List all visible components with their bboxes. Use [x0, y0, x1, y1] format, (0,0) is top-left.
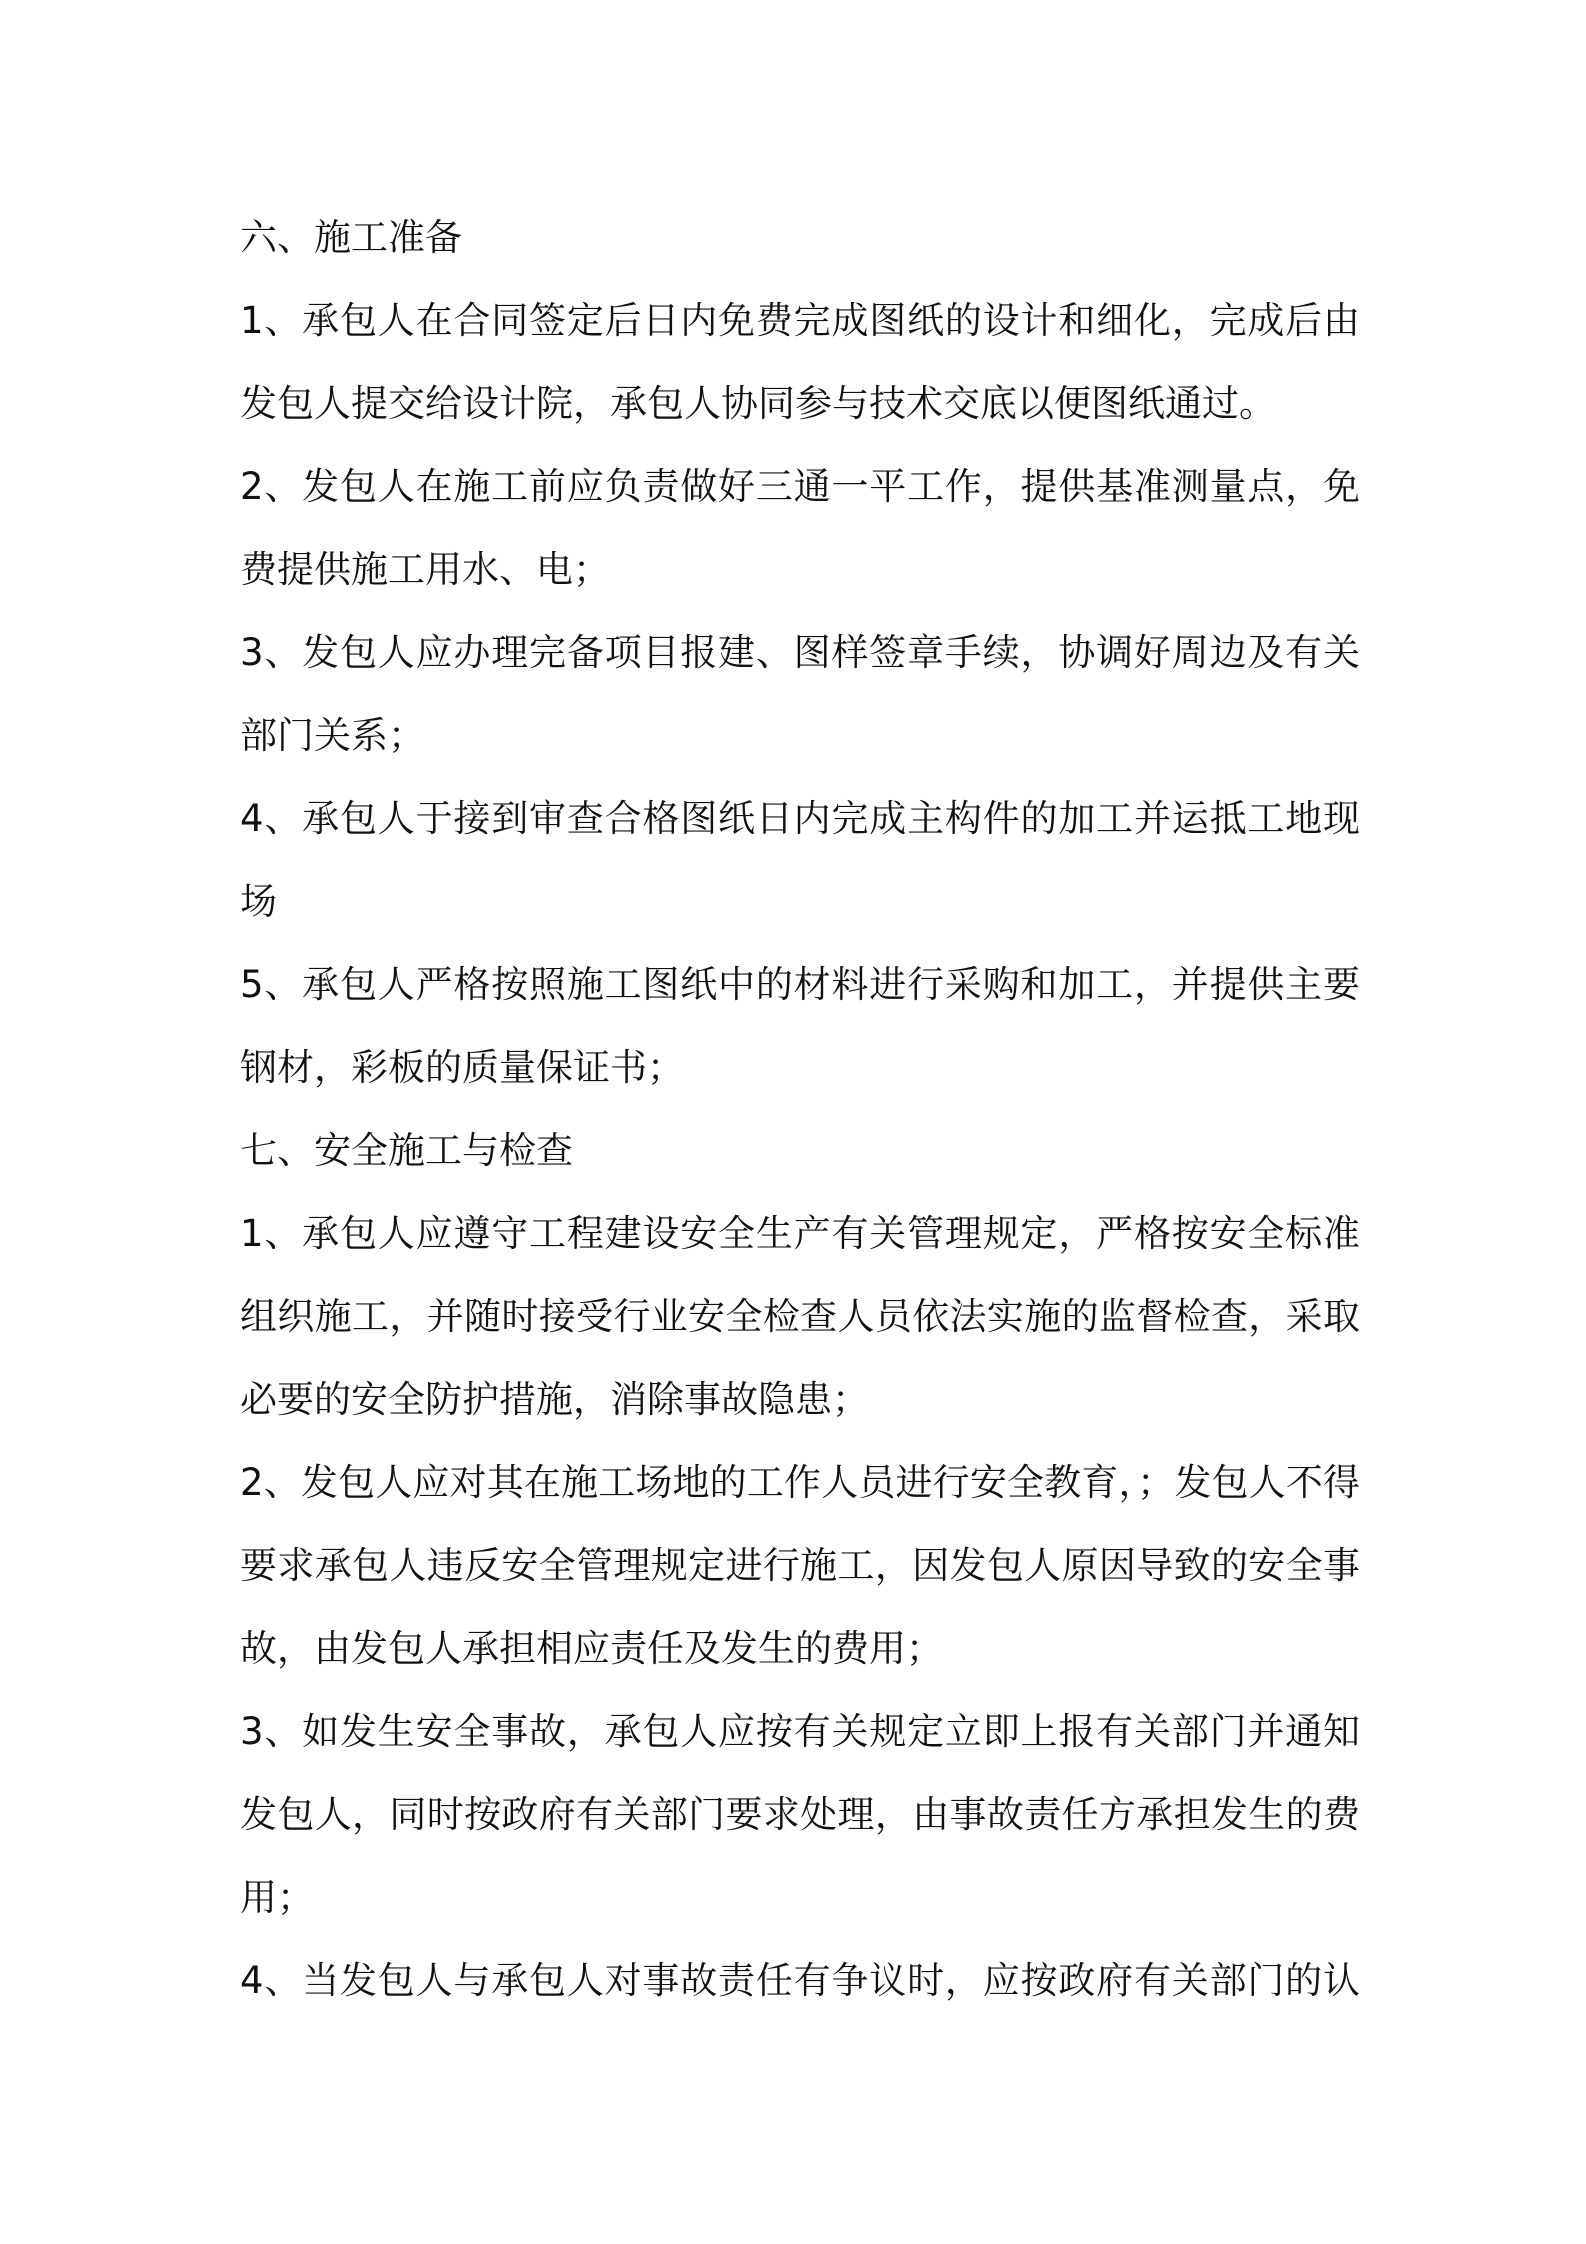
text-line: 3、如发生安全事故，承包人应按有关规定立即上报有关部门并通知 [240, 1710, 1360, 1753]
text-line: 要求承包人违反安全管理规定进行施工，因发包人原因导致的安全事 [240, 1544, 1360, 1587]
text-line: 2、发包人应对其在施工场地的工作人员进行安全教育，；发包人不得 [240, 1461, 1360, 1504]
text-line: 1、承包人在合同签定后日内免费完成图纸的设计和细化，完成后由 [240, 299, 1360, 342]
text-line: 钢材，彩板的质量保证书； [240, 1046, 684, 1089]
section-heading-construction-preparation: 六、施工准备 [240, 216, 462, 259]
text-line: 必要的安全防护措施，消除事故隐患； [240, 1378, 869, 1421]
text-line: 发包人，同时按政府有关部门要求处理，由事故责任方承担发生的费 [240, 1793, 1360, 1836]
text-line: 场 [240, 880, 277, 923]
text-line: 1、承包人应遵守工程建设安全生产有关管理规定，严格按安全标准 [240, 1212, 1360, 1255]
text-line: 2、发包人在施工前应负责做好三通一平工作，提供基准测量点，免 [240, 465, 1360, 508]
text-line: 故，由发包人承担相应责任及发生的费用； [240, 1627, 943, 1670]
text-line: 部门关系； [240, 714, 425, 757]
text-line: 4、承包人于接到审查合格图纸日内完成主构件的加工并运抵工地现 [240, 797, 1360, 840]
document-body [240, 196, 1360, 2022]
text-line: 4、当发包人与承包人对事故责任有争议时，应按政府有关部门的认 [240, 1959, 1360, 2002]
text-line: 费提供施工用水、电； [240, 548, 610, 591]
text-line: 组织施工，并随时接受行业安全检查人员依法实施的监督检查，采取 [240, 1295, 1360, 1338]
text-line: 用； [240, 1876, 314, 1919]
section-heading-safety-inspection: 七、安全施工与检查 [240, 1129, 573, 1172]
text-line: 3、发包人应办理完备项目报建、图样签章手续，协调好周边及有关 [240, 631, 1360, 674]
text-line: 5、承包人严格按照施工图纸中的材料进行采购和加工，并提供主要 [240, 963, 1360, 1006]
text-line: 发包人提交给设计院，承包人协同参与技术交底以便图纸通过。 [240, 382, 1276, 425]
